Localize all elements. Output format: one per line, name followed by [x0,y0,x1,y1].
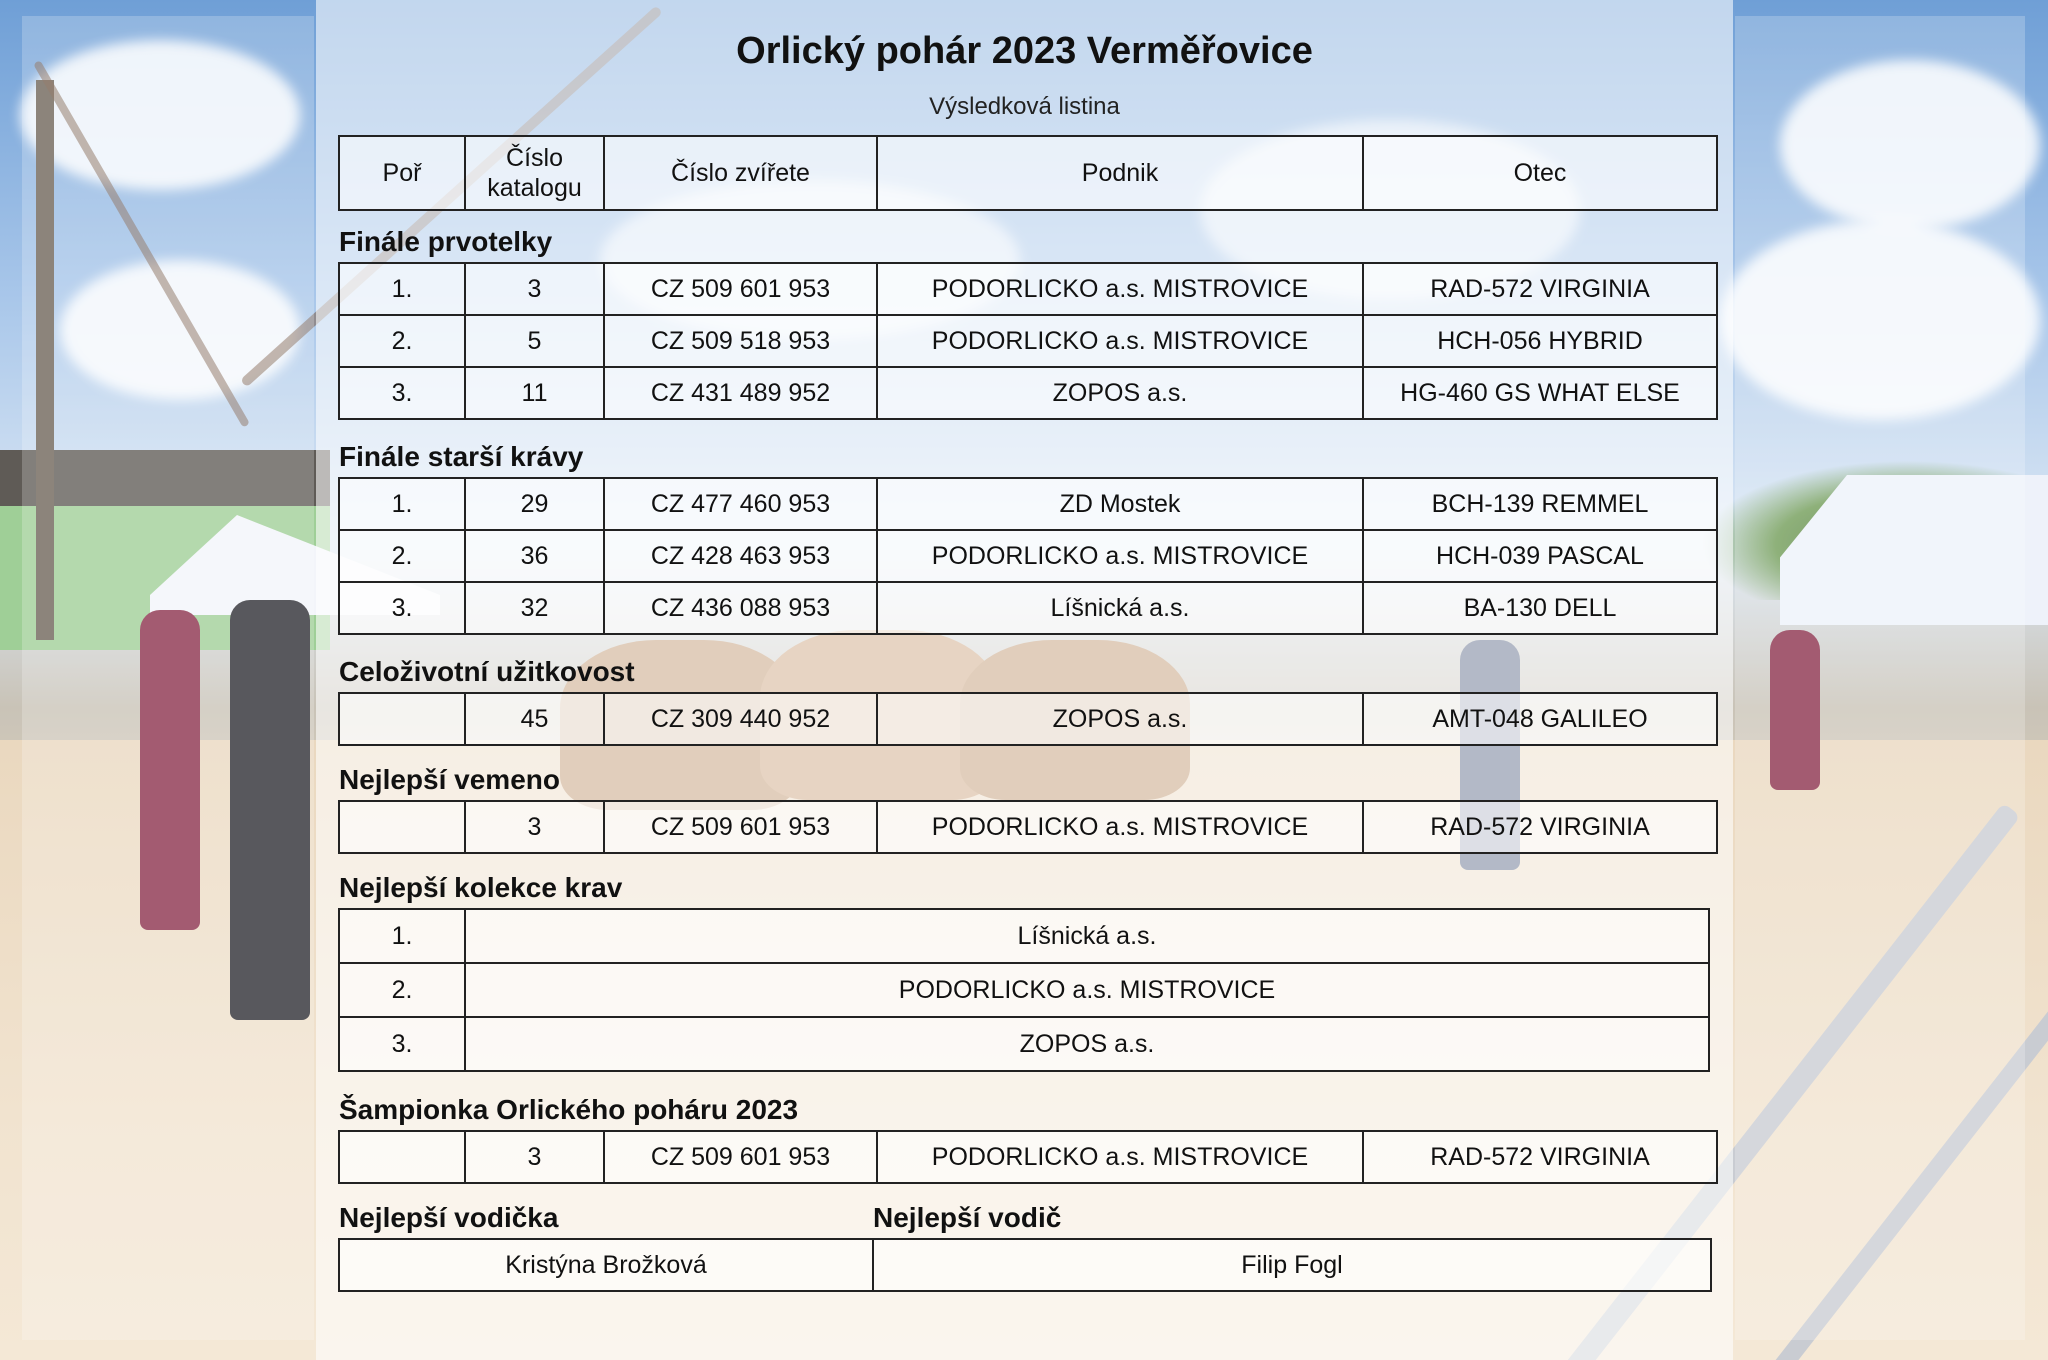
cell-otec: RAD-572 VIRGINIA [1363,1131,1717,1183]
cell-poradi [339,1131,465,1183]
table-row [339,1017,1709,1071]
cell-podnik: ZOPOS a.s. [877,367,1363,419]
cell-zvire: CZ 509 518 953 [604,315,877,367]
section-title-sampionka: Šampionka Orlického poháru 2023 [339,1094,799,1125]
cell-otec: HG-460 GS WHAT ELSE [1363,367,1717,419]
header-poradi: Poř [339,136,465,210]
cell-katalog: 5 [465,315,604,367]
cell-podnik: PODORLICKO a.s. MISTROVICE [877,315,1363,367]
cell-podnik: PODORLICKO a.s. MISTROVICE [877,530,1363,582]
section-title-starsi-kravy: Finále starší krávy [339,441,584,472]
table-starsi-kravy [338,477,1718,635]
cell-otec: RAD-572 VIRGINIA [1363,263,1717,315]
cell-katalog: 32 [465,582,604,634]
right-side-panel [1735,16,2025,1340]
cell-podnik: PODORLICKO a.s. MISTROVICE [877,801,1363,853]
cell-podnik: PODORLICKO a.s. MISTROVICE [877,263,1363,315]
table-row [339,693,1717,745]
cell-otec: BCH-139 REMMEL [1363,478,1717,530]
cell-podnik: ZOPOS a.s. [877,693,1363,745]
table-nejlepsi-kolekce-krav [338,908,1710,1072]
cell-nejlepsi-vodicka-name: Kristýna Brožková [339,1239,873,1291]
cell-zvire: CZ 428 463 953 [604,530,877,582]
cell-podnik: PODORLICKO a.s. MISTROVICE [465,963,1709,1017]
table-row [339,582,1717,634]
cell-otec: BA-130 DELL [1363,582,1717,634]
cell-poradi: 2. [339,315,465,367]
cell-podnik: ZOPOS a.s. [465,1017,1709,1071]
cell-katalog: 36 [465,530,604,582]
cell-katalog: 29 [465,478,604,530]
cell-podnik: ZD Mostek [877,478,1363,530]
table-row [339,478,1717,530]
table-row [339,367,1717,419]
cell-zvire: CZ 509 601 953 [604,801,877,853]
table-nejlepsi-vodici [338,1238,1712,1292]
cell-otec: HCH-056 HYBRID [1363,315,1717,367]
cell-zvire: CZ 431 489 952 [604,367,877,419]
cell-otec: HCH-039 PASCAL [1363,530,1717,582]
section-title-celozivotni-uzitkovost: Celoživotní užitkovost [339,656,635,687]
table-row [339,1131,1717,1183]
cell-podnik: PODORLICKO a.s. MISTROVICE [877,1131,1363,1183]
cell-poradi: 1. [339,909,465,963]
cell-poradi: 2. [339,530,465,582]
table-nejlepsi-vemeno [338,800,1718,854]
page-title: Orlický pohár 2023 Verměřovice [736,30,1313,72]
section-title-nejlepsi-vemeno: Nejlepší vemeno [339,764,560,795]
table-row [339,1239,1711,1291]
cell-otec: AMT-048 GALILEO [1363,693,1717,745]
table-row [339,530,1717,582]
left-side-panel [22,16,314,1340]
cell-zvire: CZ 477 460 953 [604,478,877,530]
cell-poradi [339,693,465,745]
table-row [339,801,1717,853]
table-celozivotni-uzitkovost [338,692,1718,746]
table-row [339,263,1717,315]
cell-katalog: 3 [465,263,604,315]
table-row [339,909,1709,963]
table-prvotelky [338,262,1718,420]
section-title-nejlepsi-vodicka: Nejlepší vodička [339,1202,559,1233]
cell-podnik: Líšnická a.s. [465,909,1709,963]
section-title-nejlepsi-kolekce-krav: Nejlepší kolekce krav [339,872,623,903]
section-title-prvotelky: Finále prvotelky [339,226,553,257]
header-otec: Otec [1363,136,1717,210]
cell-poradi [339,801,465,853]
cell-otec: RAD-572 VIRGINIA [1363,801,1717,853]
cell-katalog: 11 [465,367,604,419]
cell-poradi: 3. [339,1017,465,1071]
cell-poradi: 1. [339,263,465,315]
header-podnik: Podnik [877,136,1363,210]
table-sampionka [338,1130,1718,1184]
cell-zvire: CZ 509 601 953 [604,263,877,315]
table-row [339,315,1717,367]
header-cislo-katalogu: Číslo katalogu [465,136,604,210]
cell-poradi: 1. [339,478,465,530]
table-row [339,963,1709,1017]
cell-zvire: CZ 436 088 953 [604,582,877,634]
cell-podnik: Líšnická a.s. [877,582,1363,634]
cell-zvire: CZ 509 601 953 [604,1131,877,1183]
cell-poradi: 3. [339,367,465,419]
cell-katalog: 3 [465,1131,604,1183]
cell-poradi: 2. [339,963,465,1017]
cell-zvire: CZ 309 440 952 [604,693,877,745]
section-title-nejlepsi-vodic: Nejlepší vodič [873,1202,1062,1233]
header-cislo-zvirete: Číslo zvířete [604,136,877,210]
header-table [338,135,1718,211]
cell-katalog: 3 [465,801,604,853]
page-subtitle: Výsledková listina [929,93,1120,120]
cell-katalog: 45 [465,693,604,745]
cell-poradi: 3. [339,582,465,634]
cell-nejlepsi-vodic-name: Filip Fogl [873,1239,1711,1291]
